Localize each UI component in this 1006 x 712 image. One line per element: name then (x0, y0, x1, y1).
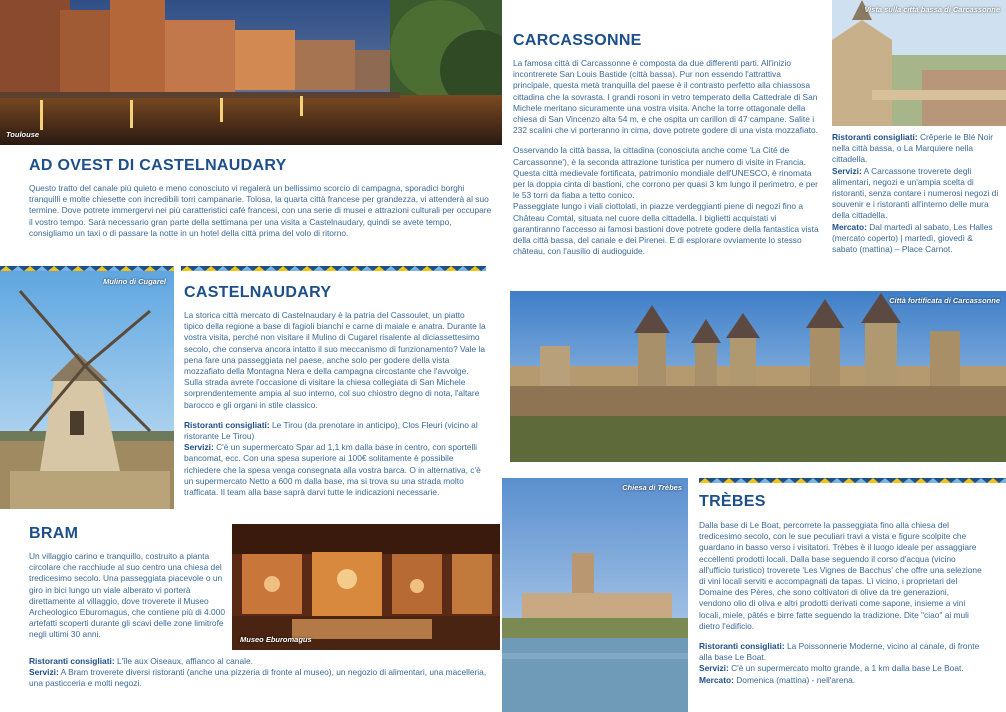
trebes-paragraph: Dalla base di Le Boat, percorrete la passeggiata fino alla chiesa del tredicesimo secolo, con le sue peculiari travi a vista e figure scolpite che guardano in basso verso i visitatori. Trèbes è il luogo ideale per assaggiare eccellenti prodotti locali. Dalla base seguendo il corso d'acqua (vicino all'ufficio turistico) troverete 'Les Vignes de Bacchus' che offre una selezione di vini locali serviti e accompagnati da tapas. Lì vicino, i proprietari del Domaine des Pères, che sono coltivatori di olive da tre generazioni, vendono olio di oliva e altri prodotti derivati come sapone, insieme a vini locali, miele, pâtés e birre fatte seguendo la tradizione. Dite "ciao" ai muli dietro l'edificio. (699, 520, 982, 631)
bram-title: BRAM (29, 525, 79, 542)
restaurants-text: L'île aux Oiseaux, affianco al canale. (116, 656, 253, 666)
carcassonne-paragraph-1: La famosa città di Carcassonne è composta da due differenti parti. All'inizio incontrerete San Louis Bastide (città bassa). Pur non essendo l'attrattiva principale, questa metà tranquilla del paese è il contrasto perfetto alla chiassosa cittadina che la sovrasta. I grandi rosoni in vetro temperato della Cattedrale di San Michele meritano sicuramente una vostra visita. Anche la torre ottagonale della chiesa di San Vincenzo alta 54 m, e che ospita un carillon di 47 campane. Salite i 232 scalini che vi porteranno in cima, dove potrete godere di una vista mozzafiato. (513, 58, 818, 136)
photo-caption: Vista sulla città bassa di Carcassonne (864, 5, 1000, 14)
photo-caption: Mulino di Cugarel (103, 277, 166, 286)
photo-caption: Toulouse (6, 130, 40, 139)
castelnaudary-title: CASTELNAUDARY (184, 284, 332, 301)
photo-caption: Città fortificata di Carcassonne (889, 296, 1000, 305)
ovest-paragraph: Questo tratto del canale più quieto e meno conosciuto vi regalerà un bellissimo scorcio di campagna, sporadici borghi tranquilli e molte chiesette con incredibili torri campanarie. Tolosa, la quarta città francese per grandezza, vi attenderà al suo termine. Dove potrete immergervi nei più caratteristici café francesi, con una serie di musei e attrazioni culturali per occupare il vostro tempo. Sarà necessario gran parte della settimana per una visita a Castelnaudary, quindi se avete tempo, consigliamo un taxi o di passare la notte in un hotel della città prima del volo di ritorno. (29, 183, 492, 238)
bram-services (29, 667, 489, 689)
decorative-stripe (181, 266, 486, 271)
trebes-restaurants (699, 641, 982, 663)
services-text: A Carcassone troverete degli alimentari, negozi e un'ampia scelta di ristoranti, senza contare i numerosi negozi di souvenir e i ristoranti all'interno delle mura della cittadella. (832, 165, 999, 221)
services-label: Servizi: (832, 165, 862, 176)
castelnaudary-text (184, 310, 486, 498)
carcassonne-view-photo (832, 0, 1006, 126)
trebes-text (699, 520, 982, 686)
ovest-text (29, 183, 494, 239)
carcassonne-text (513, 58, 819, 257)
restaurants-label: Ristoranti consigliati: (29, 656, 115, 666)
restaurants-label: Ristoranti consigliati: (184, 419, 270, 430)
services-text: C'è un supermercato molto grande, a 1 km dalla base Le Boat. (731, 663, 964, 674)
market-text: Domenica (mattina) - nell'arena. (736, 674, 856, 685)
bram-paragraph: Un villaggio carino e tranquillo, costruito a pianta circolare che racchiude al suo centro una chiesa del tredicesimo secolo. Una passeggiata piacevole o un giro in bici lungo un viale alberato vi porterà direttamente al villaggio, dove troverete il Museo Archeologico Eburomagus, che contiene più di 4.000 artefatti scoperti durante gli scavi delle zone limitrofe negli ultimi 30 anni. (29, 551, 226, 640)
decorative-stripe (699, 478, 1006, 483)
bram-info (29, 656, 489, 690)
services-label: Servizi: (699, 663, 729, 674)
services-label: Servizi: (29, 667, 59, 678)
bram-restaurants (29, 656, 489, 667)
toulouse-photo (0, 0, 502, 145)
restaurants-label: Ristoranti consigliati: (699, 641, 785, 652)
carcassonne-services (832, 166, 1000, 222)
carcassonne-paragraph-2: Osservando la città bassa, la cittadina (conosciuta anche come 'La Cité de Carcassonne'), è la seconda attrazione turistica per numero di visite in Francia. Questa città medievale fortificata, patrimonio mondiale dell'UNESCO, è rinomata per la doppia cinta di bastioni, che corrono per quasi 3 km lungo il perimetro, e per le 53 torri da fiaba a tetto conico. (513, 145, 818, 201)
castelnaudary-restaurants (184, 420, 486, 442)
services-text: C'è un supermercato Spar ad 1,1 km dalla base in centro, con sportelli bancomat, ecc. Con una spesa superiore ai 100€ solitamente è possibile richiedere che la spesa venga consegnata alla vostra barca. O in alternativa, c'è un supermercato Netto a 600 m dalla base, ma si trova su una strada molto trafficata. Il team alla base saprà darvi tutte le indicazioni necessarie. (184, 442, 481, 498)
services-text: A Bram troverete diversi ristoranti (anche una pizzeria di fronte al museo), un negozio di alimentari, una macelleria, una pasticceria e molti negozi. (29, 667, 487, 689)
fortress-photo (510, 291, 1006, 462)
photo-caption: Museo Eburomagus (240, 635, 312, 644)
castelnaudary-services (184, 442, 486, 498)
market-text: Dal martedì al sabato, Les Halles (mercato coperto) | martedì, giovedì & sabato (mattina) – Place Carnot. (832, 221, 993, 255)
trebes-title: TRÈBES (699, 493, 766, 510)
ovest-title: AD OVEST DI CASTELNAUDARY (29, 157, 287, 174)
photo-caption: Chiesa di Trèbes (622, 483, 682, 492)
restaurants-text: Le Tirou (da prenotare in anticipo), Clos Fleuri (vicino al ristorante Le Tirou) (184, 419, 478, 442)
cugarel-photo (0, 271, 174, 509)
trebes-market (699, 675, 982, 686)
market-label: Mercato: (699, 674, 734, 685)
restaurants-label: Ristoranti consigliati: (832, 132, 918, 142)
carcassonne-restaurants (832, 132, 1000, 166)
carcassonne-paragraph-3: Passeggiate lungo i viali ciottolati, in piazze verdeggianti piene di negozi fino a Château Comtal, situata nel cuore della cittadella. I biglietti acquistati vi garantiranno l'accesso ai famosi bastioni dove potrete godere della fantastica vista della città bassa, del canale e dei Pirenei. E di esplorare ovviamente lo stesso château, con l'ausilio di audioguide. (513, 201, 819, 257)
carcassonne-title: CARCASSONNE (513, 32, 642, 49)
castelnaudary-paragraph: La storica città mercato di Castelnaudary è la patria del Cassoulet, un piatto tipico della regione a base di fagioli bianchi e carne di maiale e anatra. Durante la vostra visita, perché non visitare il Mulino di Cugarel risalente al diciassettesimo secolo, che conserva ancora intatto il suo meccanismo di funzionamento? Vale la pena fare una passeggiata nel paese, anche solo per godere della vista mozzafiato della Montagna Nera e della campagna circostante che l'avvolge. Sulla strada avrete l'occasione di visitare la chiesa collegiata di San Michele sorprendentemente ampia al suo interno, col suo chiostro degno di nota, l'altare barocco e gli organi in stile classico. (184, 310, 486, 410)
trebes-services (699, 663, 982, 674)
restaurants-text: Crêperie le Blé Noir nella città bassa, o La Marquiere nella cittadella. (832, 132, 994, 165)
trebes-church-photo (502, 478, 688, 712)
carcassonne-market (832, 222, 1000, 256)
services-label: Servizi: (184, 442, 214, 453)
carcassonne-info (832, 132, 1000, 255)
museum-photo (232, 524, 500, 650)
restaurants-text: La Poissonnerie Moderne, vicino al canale, di fronte alla base Le Boat. (699, 641, 980, 663)
market-label: Mercato: (832, 221, 867, 232)
bram-text (29, 551, 229, 641)
